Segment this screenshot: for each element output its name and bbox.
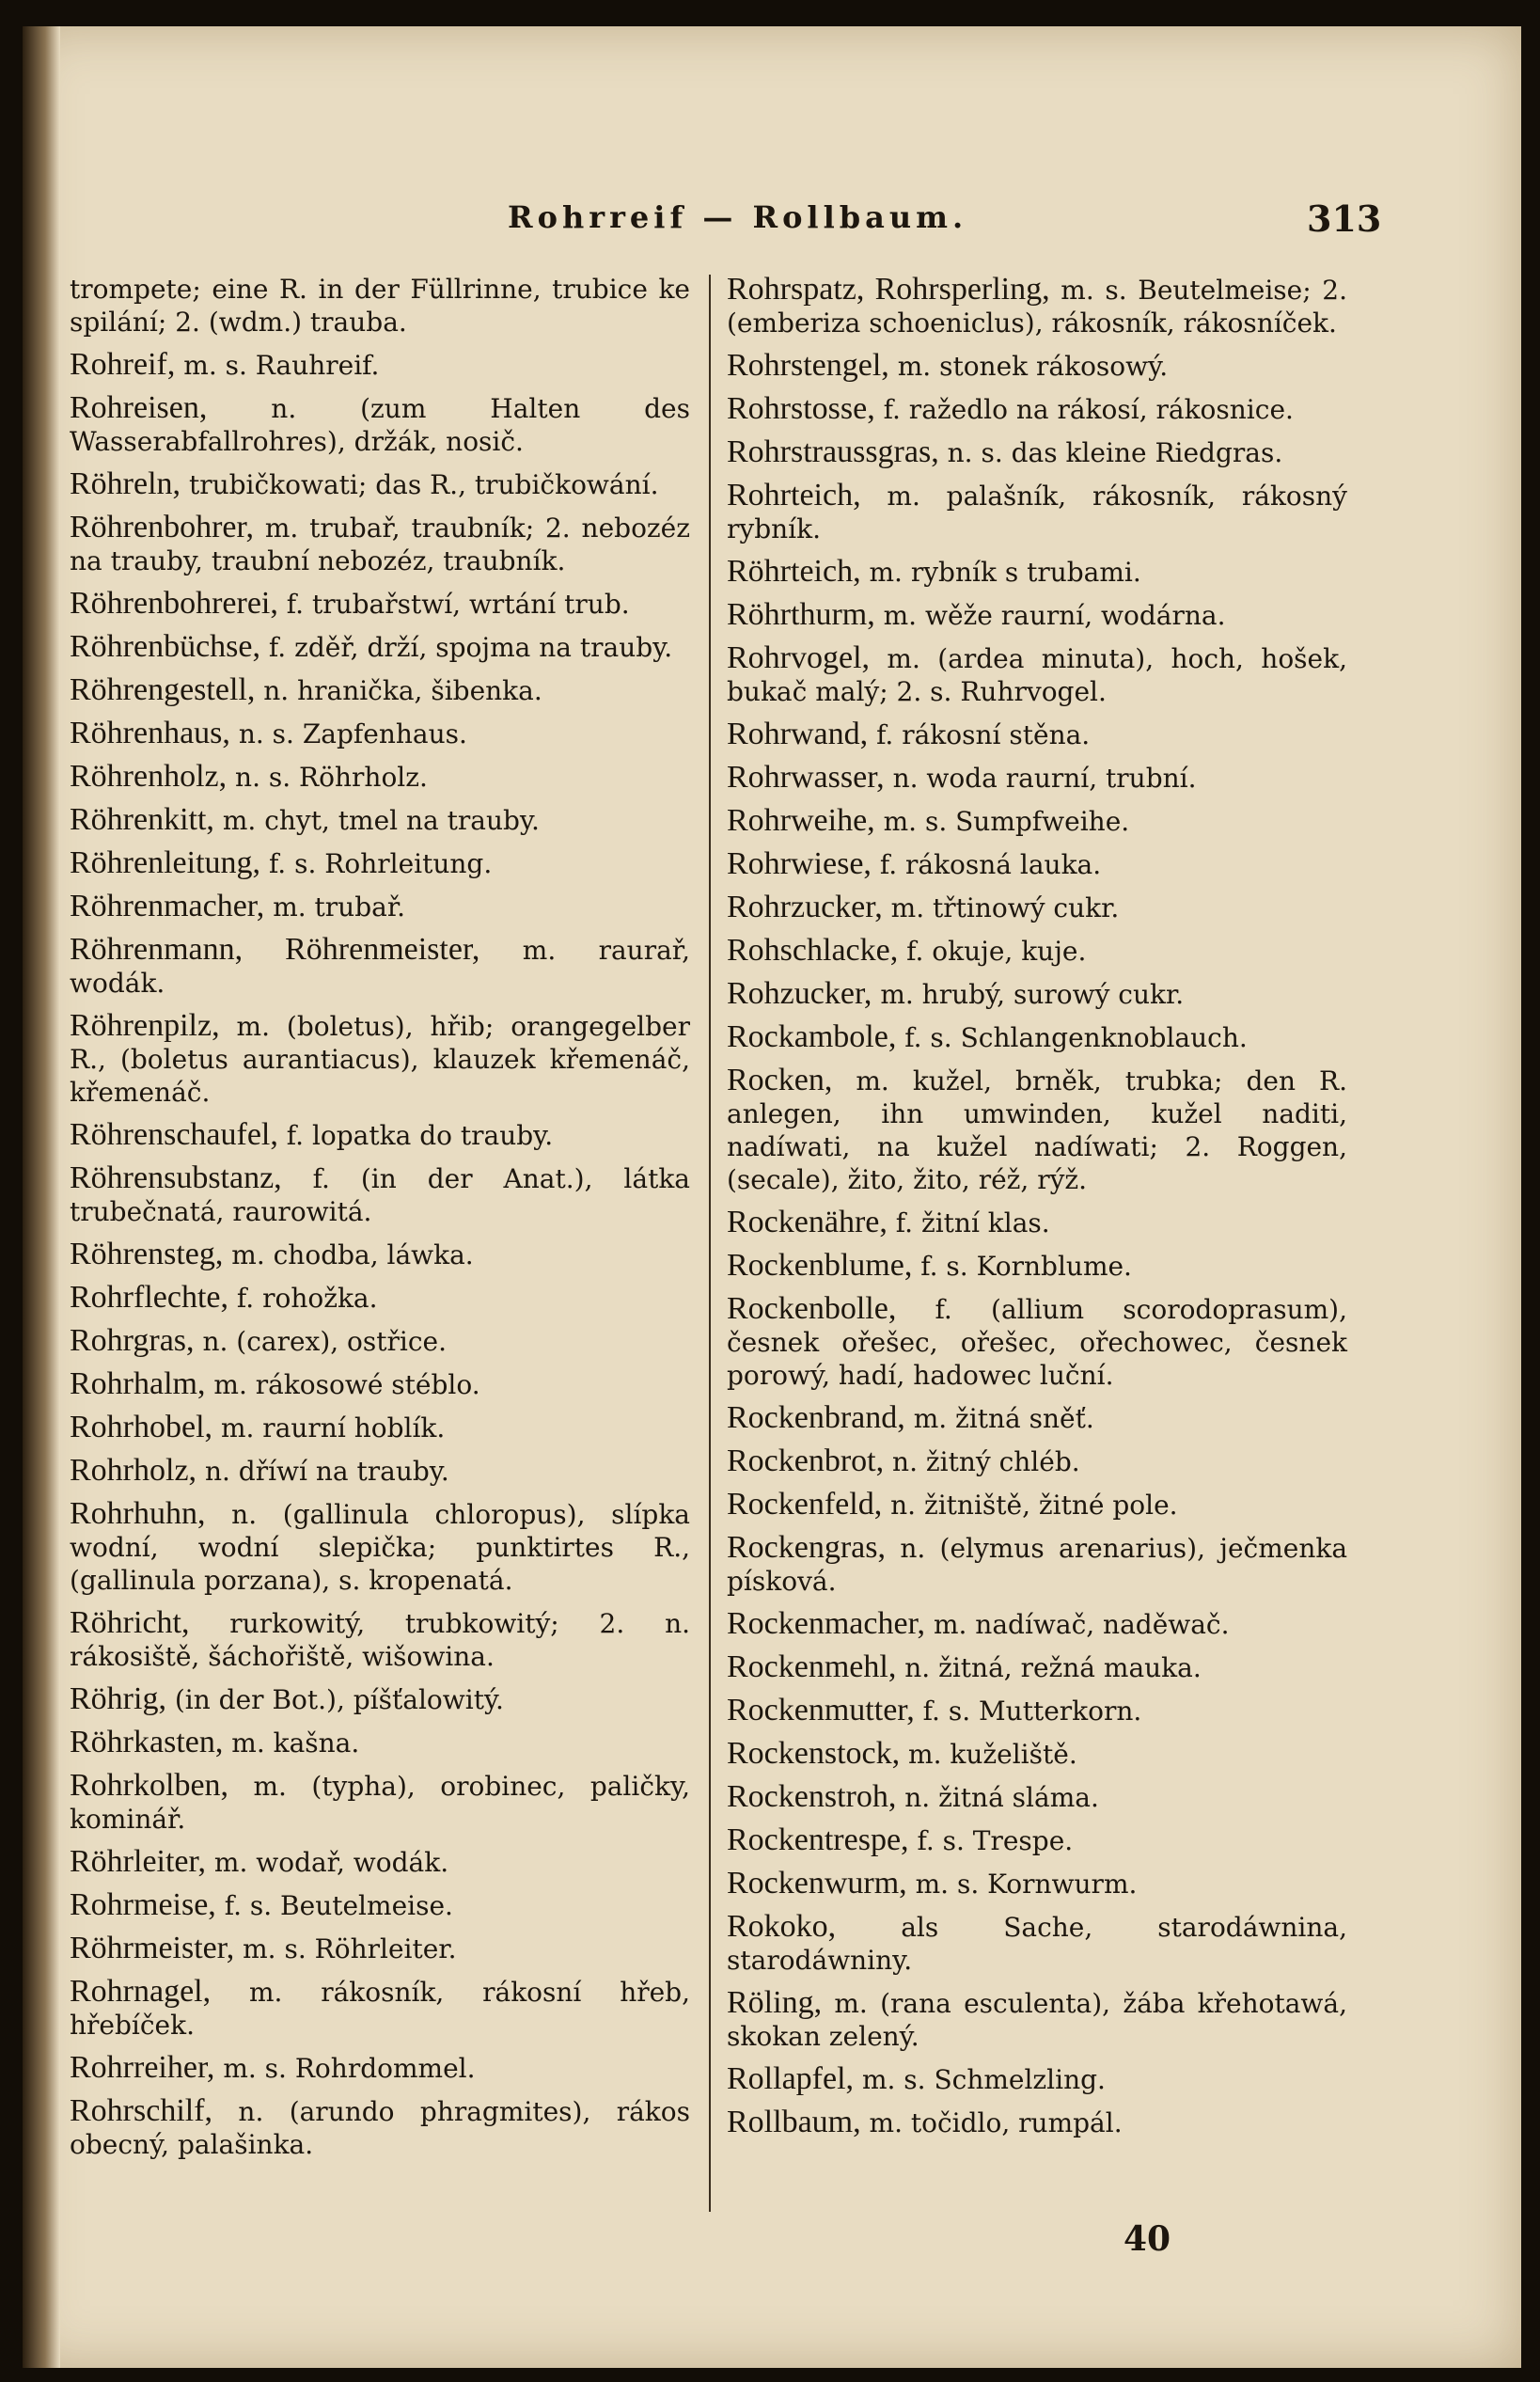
dictionary-entry [70, 1454, 690, 1488]
dictionary-entry [70, 1238, 690, 1271]
entry-headword: Rockenstock, [727, 1736, 901, 1771]
entry-definition: n. s. das kleine Riedgras. [947, 437, 1283, 468]
dictionary-entry [70, 1009, 690, 1109]
entry-definition: m. palašník, rákosník, rákosný rybník. [727, 481, 1347, 544]
entry-headword: Rohrwand, [727, 717, 869, 751]
entry-definition: m. rákosník, rákosní hřeb, hřebíček. [70, 1977, 690, 2041]
entry-definition: m. nadíwač, naděwač. [933, 1609, 1230, 1640]
entry-headword: Röhrenbohrer, [70, 510, 254, 544]
dictionary-entry [70, 1161, 690, 1228]
dictionary-entry [727, 392, 1347, 426]
dictionary-entry [727, 934, 1347, 968]
running-header: Rohrreif — Rollbaum. [508, 199, 968, 235]
entry-definition: f. s. Mutterkorn. [922, 1696, 1142, 1727]
dictionary-entry [727, 273, 1347, 339]
dictionary-entry [70, 467, 690, 501]
entry-headword: Rockenmehl, [727, 1649, 897, 1684]
entry-headword: Röhrenkitt, [70, 802, 214, 837]
entry-headword: Röhrenleitung, [70, 845, 261, 880]
entry-headword: Rohrflechte, [70, 1280, 228, 1315]
entry-headword: Rockenbrand, [727, 1400, 905, 1435]
dictionary-entry [70, 1324, 690, 1358]
entry-headword: Rohrgras, [70, 1323, 195, 1358]
entry-definition: n. s. Zapfenhaus. [238, 718, 467, 749]
dictionary-entry [70, 348, 690, 382]
entry-headword: Rohrwiese, [727, 846, 872, 881]
entry-definition: trubičkowati; das R., trubičkowání. [188, 469, 659, 500]
dictionary-entry [727, 555, 1347, 589]
dictionary-entry [70, 1367, 690, 1401]
entry-definition: m. s. Rohrdommel. [223, 2053, 476, 2084]
entry-headword: Röhrengestell, [70, 672, 256, 707]
entry-definition: m. žitná sněť. [913, 1403, 1094, 1434]
entry-headword: Röhrteich, [727, 554, 861, 589]
entry-headword: Röhricht, [70, 1605, 190, 1640]
entry-headword: Rockenbolle, [727, 1291, 897, 1326]
entry-definition: f. (in der Anat.), látka trubečnatá, raurowitá. [70, 1163, 690, 1227]
dictionary-entry [727, 1737, 1347, 1771]
entry-definition: f. ražedlo na rákosí, rákosnice. [883, 394, 1294, 425]
dictionary-entry [70, 1411, 690, 1444]
dictionary-entry [727, 1292, 1347, 1392]
dictionary-entry [727, 1249, 1347, 1283]
dictionary-entry [727, 847, 1347, 881]
entry-headword: Röhrkasten, [70, 1725, 224, 1759]
dictionary-entry [727, 435, 1347, 469]
entry-headword: Rohreif, [70, 347, 176, 382]
dictionary-entry [727, 349, 1347, 383]
dictionary-entry [70, 1281, 690, 1315]
dictionary-entry [70, 587, 690, 621]
entry-definition: n. žitniště, žitné pole. [890, 1490, 1178, 1521]
dictionary-entry [727, 1910, 1347, 1977]
entry-definition: m. chyt, tmel na trauby. [222, 805, 540, 836]
entry-headword: Rohreisen, [70, 390, 208, 425]
dictionary-entry [727, 641, 1347, 708]
entry-headword: Röhrensteg, [70, 1237, 224, 1271]
dictionary-entry [727, 804, 1347, 838]
entry-definition: m. trubař, traubník; 2. nebozéz na trauby, traubní nebozéz, traubník. [70, 513, 691, 576]
dictionary-entry [727, 1206, 1347, 1239]
entry-definition: m. stonek rákosowý. [897, 351, 1169, 382]
dictionary-entry [727, 598, 1347, 632]
entry-definition: n. (elymus arenarius), ječmenka písková. [727, 1533, 1348, 1597]
entry-headword: Rohrhobel, [70, 1410, 213, 1444]
dictionary-entry [70, 1682, 690, 1716]
entry-headword: Röhrenmann, Röhrenmeister, [70, 932, 480, 967]
entry-definition: f. s. Trespe. [917, 1825, 1074, 1856]
entry-definition: m. raurní hoblík. [220, 1412, 446, 1443]
dictionary-entry [727, 1064, 1347, 1196]
entry-headword: Röhrenholz, [70, 759, 228, 794]
entry-headword: Rohschlacke, [727, 933, 899, 968]
entry-headword: Rohrhalm, [70, 1366, 206, 1401]
dictionary-entry [727, 718, 1347, 751]
dictionary-entry [70, 1606, 690, 1673]
entry-headword: Rockengras, [727, 1530, 887, 1565]
dictionary-entry [727, 891, 1347, 924]
entry-definition: f. zděř, drží, spojma na trauby. [268, 632, 673, 663]
dictionary-entry [727, 977, 1347, 1011]
dictionary-entry [70, 890, 690, 923]
entry-definition: m. s. Sumpfweihe. [883, 806, 1130, 837]
entry-headword: Rockenwurm, [727, 1866, 907, 1901]
entry-headword: Rohrzucker, [727, 890, 883, 924]
dictionary-entry [70, 630, 690, 664]
entry-definition: f. s. Schlangenknoblauch. [904, 1022, 1248, 1053]
entry-headword: Rockambole, [727, 1019, 897, 1054]
entry-definition: f. trubařstwí, wrtání trub. [286, 589, 630, 620]
entry-headword: Röhrenpilz, [70, 1008, 220, 1043]
entry-headword: Röhrenbüchse, [70, 629, 261, 664]
entry-headword: Röhrmeister, [70, 1931, 235, 1965]
entry-headword: Rockentrespe, [727, 1822, 909, 1857]
dictionary-entry [70, 1932, 690, 1965]
entry-definition: m. (ardea minuta), hoch, hošek, bukač malý; 2. s. Ruhrvogel. [727, 643, 1347, 707]
entry-headword: Röhrig, [70, 1681, 166, 1716]
entry-definition: m. s. Röhrleiter. [243, 1933, 457, 1964]
dictionary-entry [70, 1769, 690, 1836]
dictionary-entry [70, 1975, 690, 2042]
entry-definition: f. rohožka. [236, 1283, 378, 1314]
entry-headword: Rohrstosse, [727, 391, 875, 426]
entry-headword: Röhrenhaus, [70, 716, 230, 750]
entry-definition: m. (rana esculenta), žába křehotawá, skokan zelený. [727, 1988, 1347, 2052]
dictionary-entry [70, 1118, 690, 1152]
dictionary-entry [727, 2106, 1347, 2139]
entry-definition: m. rybník s trubami. [869, 557, 1141, 588]
entry-definition: f. okuje, kuje. [906, 936, 1087, 967]
entry-headword: Röhrthurm, [727, 597, 875, 632]
entry-definition: n. (zum Halten des Wasserabfallrohres), držák, nosič. [70, 393, 690, 457]
entry-definition: n. dříwí na trauby. [204, 1456, 449, 1487]
entry-headword: Rockenbrot, [727, 1443, 885, 1478]
left-column [70, 273, 690, 2170]
entry-headword: Röhrleiter, [70, 1844, 206, 1879]
entry-definition: m. rákosowé stéblo. [213, 1369, 480, 1400]
entry-headword: Rollbaum, [727, 2105, 861, 2139]
dictionary-entry [70, 2051, 690, 2085]
entry-definition: n. woda raurní, trubní. [892, 763, 1197, 794]
entry-headword: Rohrwasser, [727, 760, 885, 795]
entry-headword: Rohrschilf, [70, 2093, 213, 2128]
entry-definition: m. raurař, wodák. [70, 935, 690, 999]
entry-headword: Rohrspatz, Rohrsperling, [727, 272, 1050, 307]
dictionary-entry [727, 479, 1347, 545]
entry-definition: m. wodař, wodák. [213, 1847, 449, 1878]
entry-definition: m. kašna. [231, 1727, 360, 1759]
entry-definition: n. žitná sláma. [904, 1782, 1099, 1813]
page-number: 313 [1307, 197, 1382, 240]
dictionary-entry [70, 391, 690, 458]
dictionary-entry [727, 1488, 1347, 1522]
dictionary-entry [727, 1444, 1347, 1478]
entry-headword: Rohrvogel, [727, 640, 871, 675]
dictionary-entry [70, 933, 690, 1000]
entry-definition: m. točidlo, rumpál. [869, 2107, 1123, 2138]
sheet-signature: 40 [1124, 2219, 1171, 2259]
entry-definition: m. (boletus), hřib; orangegelber R., (boletus aurantiacus), klauzek křemenáč, křemenáč. [70, 1011, 690, 1108]
entry-definition: f. žitní klas. [895, 1207, 1050, 1238]
entry-headword: Rohrreiher, [70, 2050, 215, 2085]
entry-headword: Rockenmutter, [727, 1693, 915, 1727]
dictionary-entry [727, 1823, 1347, 1857]
dictionary-entry [70, 2094, 690, 2161]
entry-definition: m. (typha), orobinec, paličky, kominář. [70, 1771, 690, 1835]
dictionary-entry [70, 511, 690, 577]
book-gutter [23, 26, 60, 2368]
entry-headword: Rockenmacher, [727, 1606, 926, 1641]
dictionary-entry [70, 1497, 690, 1597]
dictionary-entry [727, 1650, 1347, 1684]
dictionary-entry [727, 1986, 1347, 2053]
entry-headword: Röhreln, [70, 466, 181, 501]
entry-headword: Röhrensubstanz, [70, 1160, 282, 1195]
dictionary-entry [70, 717, 690, 750]
entry-headword: Rohrmeise, [70, 1887, 216, 1922]
dictionary-entry [727, 1867, 1347, 1901]
dictionary-entry [70, 273, 690, 339]
entry-headword: Rohrholz, [70, 1453, 197, 1488]
entry-headword: Rocken, [727, 1063, 833, 1097]
entry-definition: n. hranička, šibenka. [263, 675, 542, 706]
entry-headword: Rollapfel, [727, 2061, 855, 2096]
entry-definition: f. s. Beutelmeise. [224, 1890, 453, 1921]
right-column [727, 273, 1347, 2149]
dictionary-entry [727, 1401, 1347, 1435]
dictionary-entry [727, 1607, 1347, 1641]
entry-definition: m. s. Beutelmeise; 2. (emberiza schoeniclus), rákosník, rákosníček. [727, 275, 1347, 339]
entry-headword: Rohrkolben, [70, 1768, 229, 1803]
dictionary-entry [727, 1531, 1347, 1598]
entry-definition: n. žitná, režná mauka. [904, 1652, 1202, 1683]
entry-definition: f. lopatka do trauby. [286, 1120, 554, 1151]
dictionary-entry [727, 761, 1347, 795]
entry-headword: Röling, [727, 1985, 823, 2020]
entry-headword: Rohrteich, [727, 478, 861, 513]
dictionary-entry [727, 1780, 1347, 1814]
entry-headword: Rockenblume, [727, 1248, 913, 1283]
entry-headword: Rokoko, [727, 1909, 837, 1944]
entry-definition: rurkowitý, trubkowitý; 2. n. rákosiště, šáchořiště, wišowina. [70, 1608, 690, 1672]
dictionary-entry [70, 673, 690, 707]
entry-definition: n. žitný chléb. [892, 1446, 1080, 1477]
entry-definition: f. rákosná lauka. [879, 849, 1102, 880]
dictionary-entry [70, 1726, 690, 1759]
entry-definition: m. chodba, láwka. [231, 1239, 474, 1270]
column-divider [709, 275, 711, 2212]
entry-definition: als Sache, starodáwnina, starodáwniny. [727, 1912, 1347, 1976]
entry-headword: Röhrenbohrerei, [70, 586, 278, 621]
entry-definition: m. kuželiště. [908, 1739, 1077, 1770]
entry-definition: m. wěže raurní, wodárna. [883, 600, 1226, 631]
entry-definition: f. (allium scorodoprasum), česnek ořešec, ořešec, ořechowec, česnek porowý, hadí, hadowec luční. [727, 1294, 1347, 1391]
dictionary-entry [70, 760, 690, 794]
entry-headword: Rohrnagel, [70, 1974, 212, 2009]
entry-definition: m. s. Kornwurm. [915, 1869, 1138, 1900]
entry-definition: m. hrubý, surowý cukr. [880, 979, 1185, 1010]
dictionary-entry [70, 803, 690, 837]
entry-definition: m. trubař. [273, 891, 406, 923]
entry-headword: Rohrstengel, [727, 348, 889, 383]
entry-headword: Rohrweihe, [727, 803, 875, 838]
entry-definition: n. (carex), ostřice. [202, 1326, 448, 1357]
dictionary-entry [727, 1020, 1347, 1054]
dictionary-entry [70, 1845, 690, 1879]
entry-definition: n. (gallinula chloropus), slípka wodní, wodní slepička; punktirtes R., (gallinula porzana), s. kropenatá. [70, 1499, 690, 1596]
entry-definition: f. s. Kornblume. [920, 1251, 1132, 1282]
dictionary-entry [70, 1888, 690, 1922]
dictionary-entry [70, 846, 690, 880]
entry-headword: Rockenfeld, [727, 1487, 883, 1522]
entry-definition: m. třtinowý cukr. [890, 892, 1120, 923]
entry-definition: m. s. Schmelzling. [861, 2064, 1106, 2095]
entry-definition: n. s. Röhrholz. [235, 762, 428, 793]
entry-headword: Rockenähre, [727, 1205, 888, 1239]
entry-definition: trompete; eine R. in der Füllrinne, trubice ke spilání; 2. (wdm.) trauba. [70, 274, 690, 338]
entry-headword: Rohrhuhn, [70, 1496, 206, 1531]
entry-headword: Röhrenschaufel, [70, 1117, 278, 1152]
entry-definition: (in der Bot.), píšťalowitý. [174, 1684, 504, 1715]
entry-definition: m. s. Rauhreif. [183, 350, 380, 381]
entry-headword: Rockenstroh, [727, 1779, 897, 1814]
entry-headword: Röhrenmacher, [70, 889, 265, 923]
dictionary-entry [727, 2062, 1347, 2096]
dictionary-entry [727, 1694, 1347, 1727]
entry-definition: m. kužel, brněk, trubka; den R. anlegen, ihn umwinden, kužel naditi, nadíwati, na kužel nadíwati; 2. Roggen, (secale), žito, žito, réž, rýž. [727, 1065, 1348, 1195]
entry-headword: Rohzucker, [727, 976, 872, 1011]
entry-definition: f. s. Rohrleitung. [268, 848, 493, 879]
entry-definition: f. rákosní stěna. [876, 719, 1091, 750]
entry-definition: n. (arundo phragmites), rákos obecný, palašinka. [70, 2096, 690, 2160]
entry-headword: Rohrstraussgras, [727, 434, 939, 469]
